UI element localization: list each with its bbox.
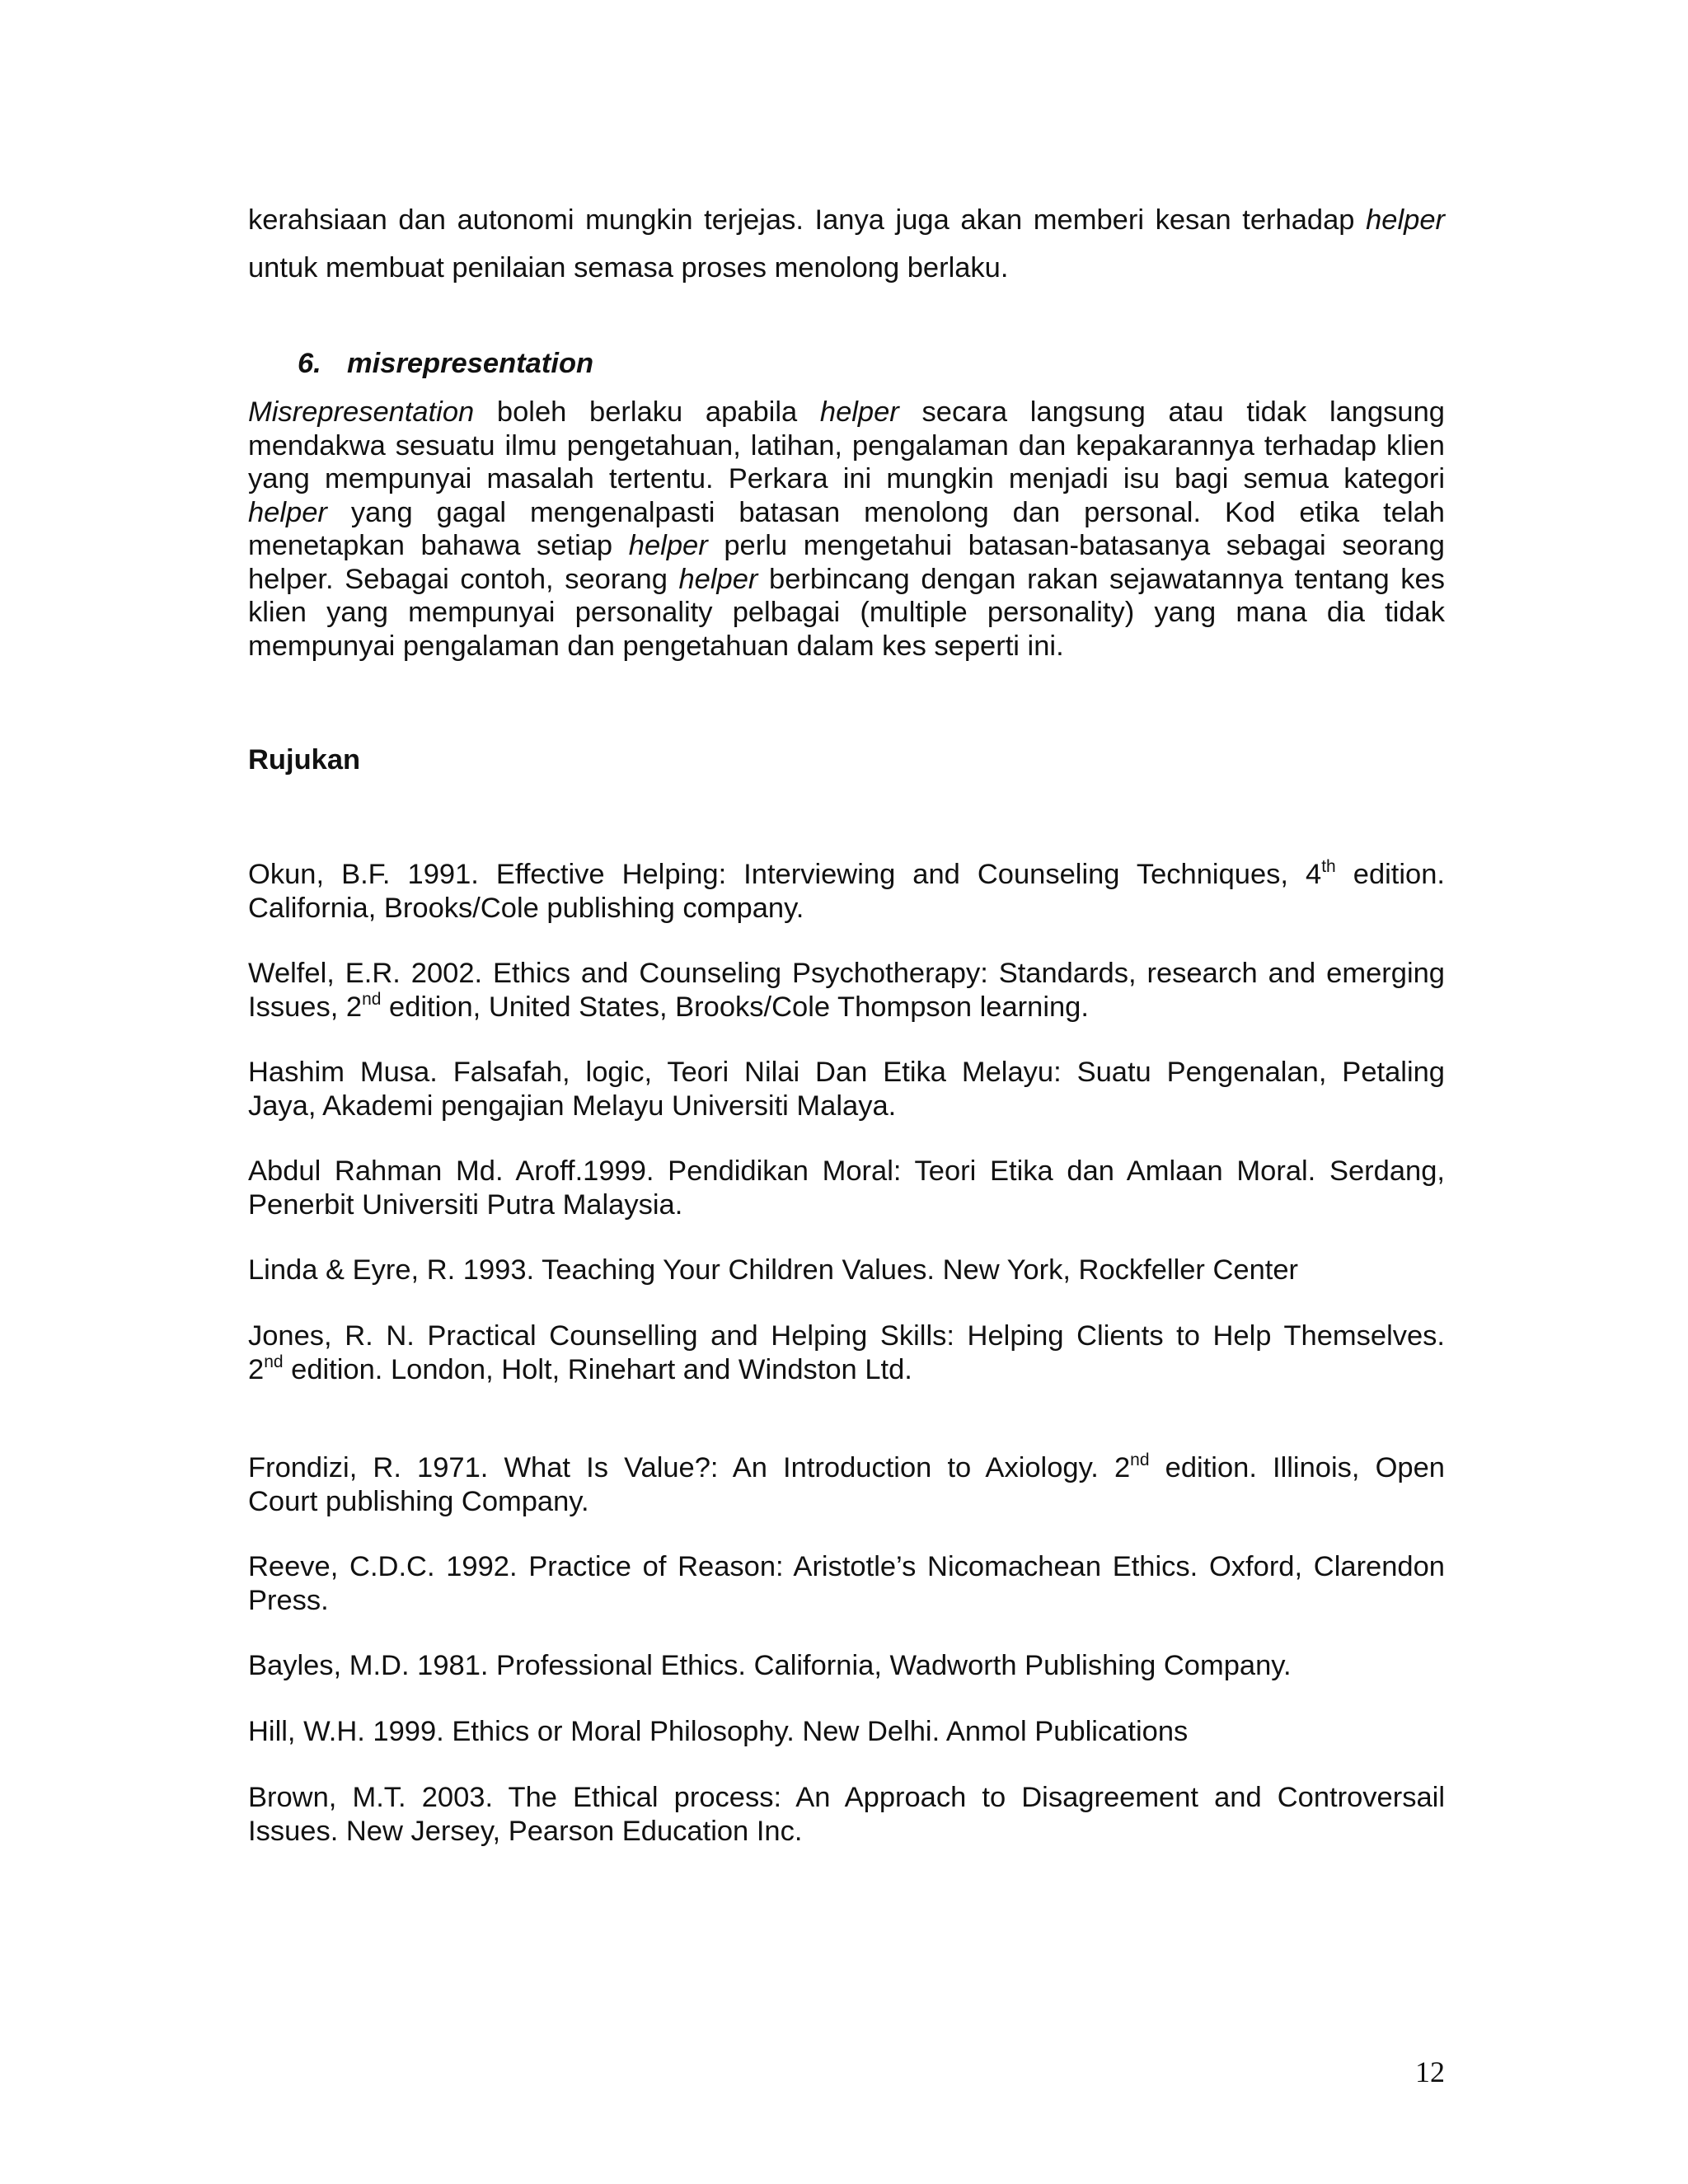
section-paragraph: Misrepresentation boleh berlaku apabila helper secara langsung atau tidak langsung mendakwa sesuatu ilmu pengetahuan, latihan, pengalaman dan kepakarannya terhadap klien yang mempunyai masalah tertentu. Perkara ini mungkin menjadi isu bagi semua kategori helper yang gagal mengenalpasti batasan menolong dan personal. Kod etika telah menetapkan bahawa setiap helper perlu mengetahui batasan-batasanya sebagai seorang helper. Sebagai contoh, seorang helper berbincang dengan rakan sejawatannya tentang kes klien yang mempunyai personality pelbagai (multiple personality) yang mana dia tidak mempunyai pengalaman dan pengetahuan dalam kes seperti ini. — [248, 396, 1445, 662]
reference-welfel: Welfel, E.R. 2002. Ethics and Counseling Psychotherapy: Standards, research and emerging Issues, 2nd edition, United States, Brooks/Cole Thompson learning. — [248, 958, 1445, 1023]
intro-line-1: kerahsiaan dan autonomi mungkin terjejas. Ianya juga akan memberi kesan terhadap helper — [248, 204, 1445, 236]
reference-okun: Okun, B.F. 1991. Effective Helping: Interviewing and Counseling Techniques, 4th edition. California, Brooks/Cole publishing company. — [248, 857, 1446, 924]
reference-bayles: Bayles, M.D. 1981. Professional Ethics. California, Wadworth Publishing Company. — [248, 1650, 1292, 1681]
reference-frondizi: Frondizi, R. 1971. What Is Value?: An Introduction to Axiology. 2nd edition. Illinois, Open Court publishing Company. — [248, 1451, 1445, 1517]
section-title: misrepresentation — [347, 348, 594, 379]
intro-line-2: untuk membuat penilaian semasa proses menolong berlaku. — [248, 252, 1009, 284]
references-heading: Rujukan — [248, 744, 361, 776]
reference-hashim: Hashim Musa. Falsafah, logic, Teori Nilai Dan Etika Melayu: Suatu Pengenalan, Petaling Jaya, Akademi pengajian Melayu Universiti Malaya. — [248, 1057, 1445, 1122]
reference-hill: Hill, W.H. 1999. Ethics or Moral Philosophy. New Delhi. Anmol Publications — [248, 1716, 1189, 1747]
reference-linda: Linda & Eyre, R. 1993. Teaching Your Children Values. New York, Rockfeller Center — [248, 1254, 1299, 1286]
reference-brown: Brown, M.T. 2003. The Ethical process: An Approach to Disagreement and Controversail Issues. New Jersey, Pearson Education Inc. — [248, 1782, 1445, 1847]
reference-jones: Jones, R. N. Practical Counselling and Helping Skills: Helping Clients to Help Themselves. 2nd edition. London, Holt, Rinehart and Windston Ltd. — [248, 1320, 1445, 1385]
section-number: 6. — [298, 348, 321, 379]
reference-reeve: Reeve, C.D.C. 1992. Practice of Reason: Aristotle’s Nicomachean Ethics. Oxford, Clarendon Press. — [248, 1551, 1445, 1616]
intro-paragraph — [248, 196, 1445, 292]
section-heading — [298, 347, 593, 381]
intro-helper-term: helper — [1366, 204, 1445, 236]
reference-abdul-rahman: Abdul Rahman Md. Aroff.1999. Pendidikan Moral: Teori Etika dan Amlaan Moral. Serdang, Penerbit Universiti Putra Malaysia. — [248, 1155, 1445, 1221]
page-number: 12 — [1415, 2055, 1445, 2088]
